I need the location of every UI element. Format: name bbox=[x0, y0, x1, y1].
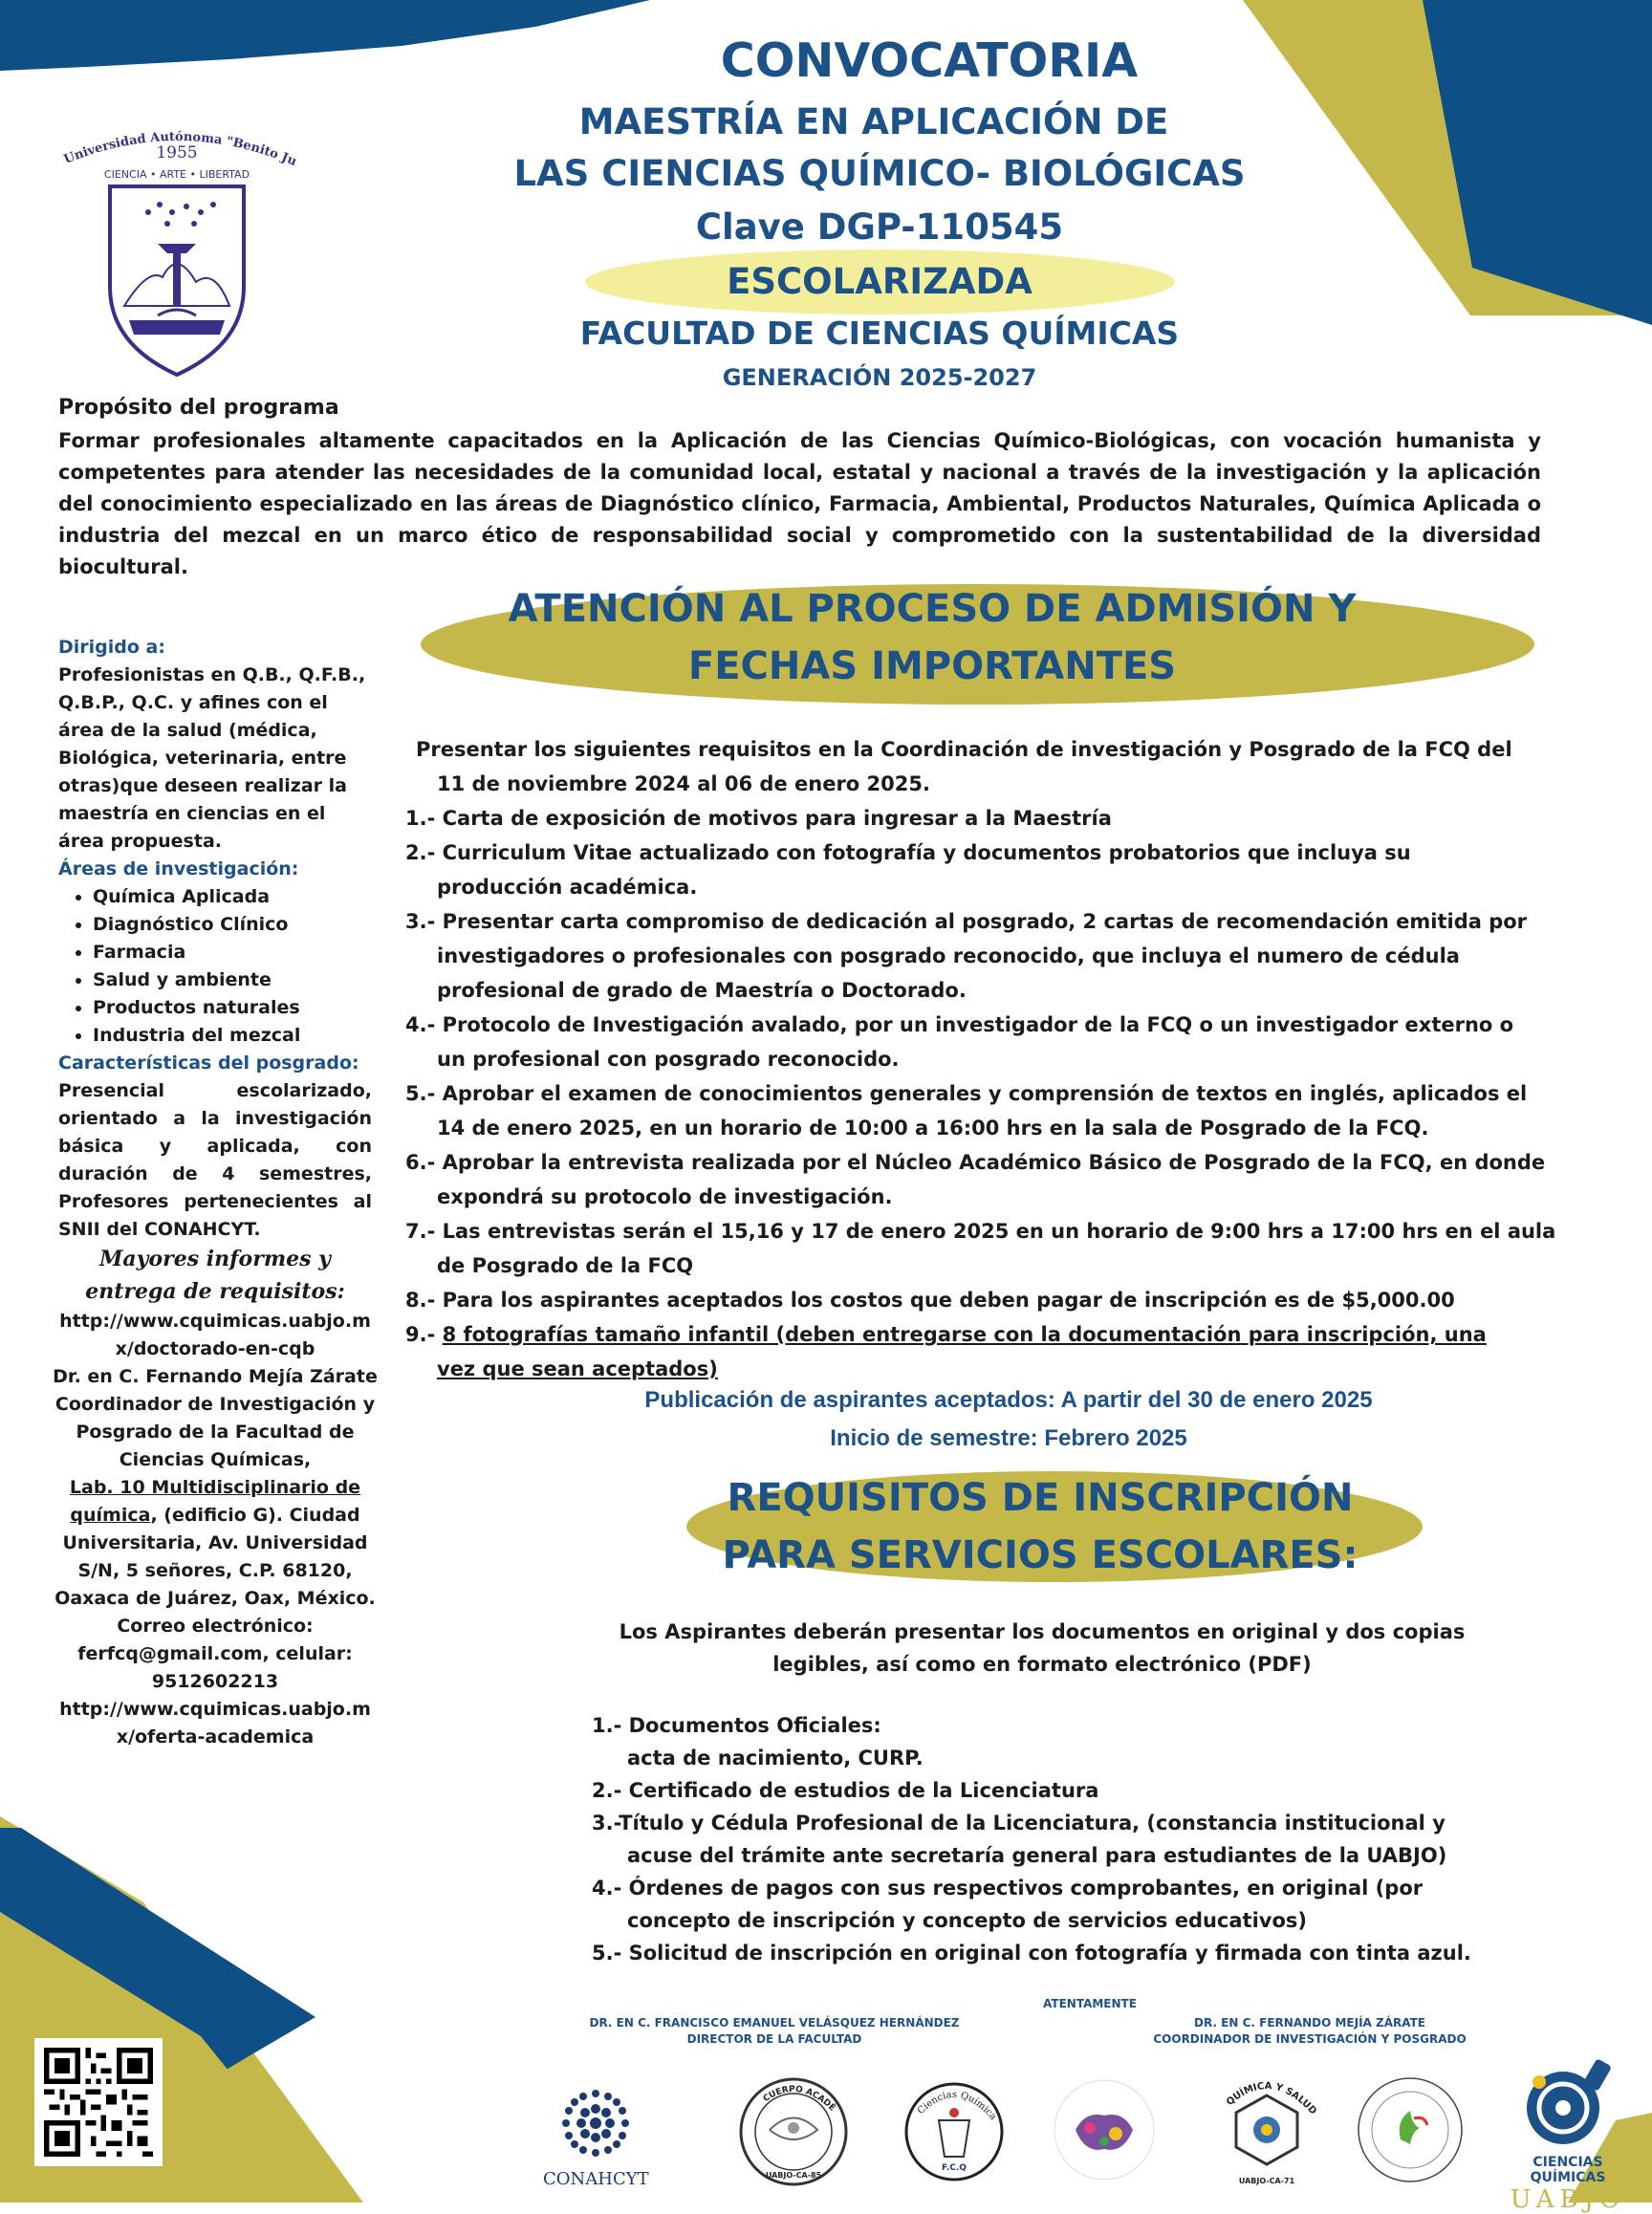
coordinator-role: COORDINADOR DE INVESTIGACIÓN Y POSGRADO bbox=[1153, 2032, 1467, 2046]
item9-number: 9.- bbox=[405, 1323, 443, 1346]
cuerpo-academico-logo bbox=[736, 2073, 851, 2191]
signature-coordinator bbox=[1119, 2015, 1501, 2048]
conahcyt-logo bbox=[543, 2080, 649, 2189]
cq-uabjo-line2: UABJO bbox=[1510, 2185, 1626, 2214]
admission-title-line2: FECHAS IMPORTANTES bbox=[687, 644, 1177, 688]
email-phone bbox=[53, 1640, 378, 1668]
director-role: DIRECTOR DE LA FACULTAD bbox=[686, 2032, 862, 2046]
fcq-logo bbox=[901, 2073, 1008, 2191]
info-title-2: entrega de requisitos: bbox=[85, 1279, 345, 1304]
ciencias-quimicas-uabjo-logo bbox=[1496, 2055, 1640, 2214]
admission-item: 7.- Las entrevistas serán el 15,16 y 17 de enero 2025 en un horario de 9:00 hrs a 17:00 hrs en el aula de Posgrado de la FCQ bbox=[405, 1220, 1556, 1277]
contact-name: Dr. en C. Fernando Mejía Zárate bbox=[53, 1366, 378, 1387]
ca-arc-text: CUERPO ACADÉ bbox=[761, 2084, 837, 2114]
admission-title bbox=[421, 580, 1444, 695]
inscription-item: 3.-Título y Cédula Profesional de la Licenciatura, (constancia institucional y acuse del trámite ante secretaría general para estudiantes de la UABJO) bbox=[592, 1812, 1447, 1867]
purpose-body: Formar profesionales altamente capacitados en la Aplicación de las Ciencias Químico-Biológicas, con vocación humanista y competentes para atender las necesidades de la comunidad local, estatal y nacional a través de la investigación y la aplicación del conocimiento especializado en las áreas de Diagnóstico clínico, Farmacia, Ambiental, Productos Naturales, Química Aplicada o industria del mezcal en un marco ético de responsabilidad social y comprometido con la sustentabilidad de la diversidad biocultural. bbox=[58, 429, 1541, 578]
conahcyt-label: CONAHCYT bbox=[543, 2169, 649, 2189]
inscription-title-line2: PARA SERVICIOS ESCOLARES: bbox=[722, 1533, 1359, 1577]
lab-link[interactable]: Lab. 10 Multidisciplinario de química bbox=[69, 1477, 361, 1526]
inscription-item: 1.- Documentos Oficiales: bbox=[592, 1714, 881, 1737]
coordinator-name: DR. EN C. FERNANDO MEJÍA ZÁRATE bbox=[1194, 2016, 1425, 2030]
admission-item-9 bbox=[405, 1317, 1517, 1386]
quimica-salud-desarrollo-logo bbox=[1047, 2073, 1162, 2187]
admission-intro: Presentar los siguientes requisitos en la Coordinación de investigación y Posgrado de la FCQ del 11 de noviembre 2024 al 06 de enero 2025. bbox=[416, 738, 1512, 795]
admission-item: 3.- Presentar carta compromiso de dedicación al posgrado, 2 cartas de recomendación emitida por investigadores o profesionales con posgrado reconocido, que incluya el numero de cédula profesional de grado de Maestría o Doctorado. bbox=[405, 910, 1528, 1002]
info-block bbox=[53, 1243, 378, 1751]
admission-item: 1.- Carta de exposición de motivos para ingresar a la Maestría bbox=[405, 807, 1112, 830]
cq-uabjo-line1: CIENCIAS QUÍMICAS bbox=[1530, 2155, 1606, 2185]
area-item: • Química Aplicada bbox=[93, 883, 372, 911]
qr-code[interactable] bbox=[34, 2038, 163, 2166]
quimica-y-salud-ambiental-logo bbox=[1209, 2065, 1324, 2189]
phone-label: , celular: bbox=[262, 1643, 353, 1664]
item9-text: 8 fotografías tamaño infantil (deben entregarse con la documentación para inscripción, una vez que sean aceptados) bbox=[437, 1323, 1487, 1380]
qs-code: UABJO-CA-71 bbox=[1238, 2177, 1295, 2185]
area-item: • Industria del mezcal bbox=[93, 1022, 372, 1050]
signature-director bbox=[535, 2015, 1013, 2048]
purpose-title: Propósito del programa bbox=[58, 396, 339, 420]
inscription-title-line1: REQUISITOS DE INSCRIPCIÓN bbox=[727, 1476, 1354, 1520]
address bbox=[53, 1474, 378, 1613]
areas-title: Áreas de investigación: bbox=[58, 858, 299, 879]
phone: 9512602213 bbox=[151, 1671, 279, 1692]
clave: Clave DGP-110545 bbox=[695, 206, 1064, 248]
inscription-subitem: acta de nacimiento, CURP. bbox=[627, 1747, 924, 1769]
modality: ESCOLARIZADA bbox=[727, 261, 1032, 302]
atentamente: ATENTAMENTE bbox=[1043, 1997, 1137, 2010]
email-link[interactable]: ferfcq@gmail.com bbox=[77, 1643, 263, 1664]
inscription-item: 2.- Certificado de estudios de la Licenciatura bbox=[592, 1779, 1099, 1802]
dirigido-title: Dirigido a: bbox=[58, 637, 165, 658]
semester-start: Inicio de semestre: Febrero 2025 bbox=[830, 1425, 1187, 1451]
convocatoria-title: CONVOCATORIA bbox=[720, 33, 1139, 88]
caracteristicas-body: Presencial escolarizado, orientado a la investigación básica y aplicada, con duración de 4 semestres, Profesores pertenecientes al SNII del CONAHCYT. bbox=[58, 1080, 372, 1240]
investigacion-traslacional-logo bbox=[1353, 2073, 1467, 2187]
seal-year: 1955 bbox=[156, 143, 198, 163]
admission-item: 2.- Curriculum Vitae actualizado con fotografía y documentos probatorios que incluya su producción académica. bbox=[405, 841, 1411, 899]
generation: GENERACIÓN 2025-2027 bbox=[722, 364, 1037, 391]
info-title-1: Mayores informes y bbox=[99, 1247, 331, 1271]
url-doctorado[interactable]: http://www.cquimicas.uabjo.mx/doctorado-en-cqb bbox=[59, 1311, 371, 1359]
admission-item: 5.- Aprobar el examen de conocimientos generales y comprensión de textos en inglés, aplicados el 14 de enero 2025, en un horario de 10:00 a 16:00 hrs en la sala de Posgrado de la FCQ. bbox=[405, 1082, 1528, 1140]
fcq-label: F.C.Q bbox=[942, 2163, 967, 2173]
admission-title-line1: ATENCIÓN AL PROCESO DE ADMISIÓN Y bbox=[508, 587, 1357, 631]
program-title-line1: MAESTRÍA EN APLICACIÓN DE bbox=[578, 101, 1169, 142]
admission-item: 8.- Para los aspirantes aceptados los costos que deben pagar de inscripción es de $5,000.00 bbox=[405, 1289, 1455, 1312]
program-title-line2: LAS CIENCIAS QUÍMICO- BIOLÓGICAS bbox=[513, 153, 1246, 194]
faculty: FACULTAD DE CIENCIAS QUÍMICAS bbox=[579, 315, 1180, 352]
area-item: • Salud y ambiente bbox=[93, 966, 372, 994]
ca-code: UABJO-CA-85 bbox=[765, 2171, 822, 2180]
area-item: • Productos naturales bbox=[93, 994, 372, 1022]
email-label: Correo electrónico: bbox=[117, 1616, 314, 1637]
address-text: , (edificio G). Ciudad Universitaria, Av. Universidad S/N, 5 señores, C.P. 68120, Oaxaca de Juárez, Oax, México. bbox=[54, 1505, 376, 1609]
contact-role: Coordinador de Investigación y Posgrado de la Facultad de Ciencias Químicas, bbox=[54, 1394, 376, 1470]
sidebar bbox=[58, 634, 372, 1244]
admission-item: 4.- Protocolo de Investigación avalado, por un investigador de la FCQ o un investigador externo o un profesional con posgrado reconocido. bbox=[405, 1013, 1514, 1071]
areas-list bbox=[58, 883, 372, 1050]
area-item: • Farmacia bbox=[93, 939, 372, 966]
publication-date: Publicación de aspirantes aceptados: A partir del 30 de enero 2025 bbox=[644, 1387, 1373, 1413]
fcq-arc-text: Ciencias Química bbox=[915, 2089, 999, 2123]
inscription-item: 4.- Órdenes de pagos con sus respectivos comprobantes, en original (por concepto de inscripción y concepto de servicios educativos) bbox=[592, 1877, 1424, 1932]
seal-arc-text: Universidad Autónoma "Benito Ju bbox=[61, 129, 299, 170]
inscription-item: 5.- Solicitud de inscripción en original con fotografía y firmada con tinta azul. bbox=[592, 1942, 1471, 1964]
area-item: • Diagnóstico Clínico bbox=[93, 911, 372, 939]
caracteristicas-title: Características del posgrado: bbox=[58, 1053, 359, 1074]
admission-item: 6.- Aprobar la entrevista realizada por el Núcleo Académico Básico de Posgrado de la FCQ, en donde expondrá su protocolo de investigación. bbox=[405, 1151, 1546, 1208]
admission-requirements bbox=[405, 732, 1556, 1386]
inscription-title bbox=[686, 1469, 1394, 1584]
qs-arc-text: QUÍMICA Y SALUD bbox=[1224, 2080, 1318, 2117]
dirigido-body: Profesionistas en Q.B., Q.F.B., Q.B.P., Q.C. y afines con el área de la salud (médica, Biológica, veterinaria, entre otras)que deseen realizar la maestría en ciencias en el área propuesta. bbox=[58, 664, 366, 852]
inscription-intro: Los Aspirantes deberán presentar los documentos en original y dos copias legibles, así como en formato electrónico (PDF) bbox=[619, 1620, 1466, 1676]
inscription-requirements bbox=[592, 1709, 1471, 1969]
seal-motto: CIENCIA • ARTE • LIBERTAD bbox=[103, 168, 250, 181]
url-oferta[interactable]: http://www.cquimicas.uabjo.mx/oferta-academica bbox=[59, 1699, 371, 1747]
director-name: DR. EN C. FRANCISCO EMANUEL VELÁSQUEZ HERNÁNDEZ bbox=[589, 2016, 960, 2030]
